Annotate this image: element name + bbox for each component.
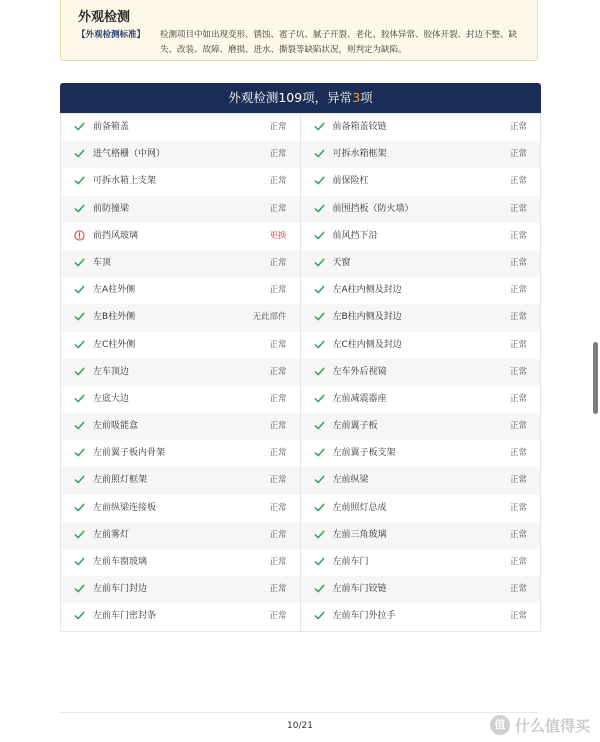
item-status: 正常	[509, 230, 527, 241]
abnormal-count: 3	[352, 90, 361, 105]
inspection-item	[61, 359, 301, 386]
inspection-item	[61, 168, 301, 195]
inspection-item	[61, 223, 301, 250]
page-number: 10/21	[287, 721, 313, 731]
check-icon	[314, 447, 325, 458]
item-name: 左前翼子板内骨架	[93, 448, 166, 459]
item-name: 可拆水箱上支架	[93, 176, 157, 187]
item-status: 正常	[269, 393, 287, 404]
item-name: 左前减震器座	[332, 393, 387, 404]
item-name: 左前翼子板	[332, 421, 378, 432]
check-icon	[74, 583, 85, 594]
item-status: 正常	[509, 122, 527, 132]
inspection-item-grid	[60, 113, 541, 632]
item-name: 左A柱外侧	[93, 285, 136, 296]
check-icon	[314, 610, 325, 621]
item-name: 左C柱内侧及封边	[332, 339, 402, 350]
inspection-item	[61, 576, 301, 603]
item-name: 左底大边	[93, 393, 130, 404]
scrollbar-thumb[interactable]	[593, 342, 598, 414]
item-name: 进气格栅（中网）	[93, 149, 166, 160]
check-icon	[74, 148, 85, 159]
item-name: 车顶	[93, 257, 112, 268]
inspection-item	[301, 549, 541, 576]
item-status: 正常	[269, 285, 287, 296]
check-icon	[74, 203, 85, 214]
inspection-item	[301, 332, 541, 359]
inspection-item	[301, 413, 541, 440]
check-icon	[314, 339, 325, 350]
inspection-item	[301, 522, 541, 549]
check-icon	[314, 284, 325, 295]
item-status: 正常	[269, 557, 287, 567]
standard-description: 检测项目中如出现变形、锈蚀、雹子坑、腻子开裂、老化、胶体异常、胶体开裂、封边不整、缺失、改装、故障、磨损、进水、撕裂等缺陷状况，则判定为缺陷。	[160, 30, 518, 55]
item-name: 左B柱外侧	[93, 312, 136, 323]
inspection-item	[61, 141, 301, 168]
item-name: 前备箱盖铰链	[332, 122, 387, 132]
check-icon	[314, 175, 325, 186]
inspection-item	[301, 467, 541, 494]
check-icon	[74, 339, 85, 350]
item-name: 左车外后视镜	[332, 366, 387, 377]
item-status: 正常	[509, 149, 527, 160]
item-name: 前防撞梁	[93, 203, 130, 214]
check-icon	[74, 311, 85, 322]
item-status: 正常	[269, 122, 287, 132]
standard-label: 【外观检测标准】	[77, 30, 146, 40]
item-status: 正常	[269, 502, 287, 513]
check-icon	[74, 121, 85, 132]
check-icon	[74, 556, 85, 567]
check-icon	[314, 121, 325, 132]
item-status: 正常	[509, 421, 527, 432]
check-icon	[74, 257, 85, 268]
check-icon	[314, 257, 325, 268]
item-name: 前保险杠	[332, 176, 369, 187]
check-icon	[74, 284, 85, 295]
inspection-summary-header	[60, 83, 541, 113]
watermark	[490, 712, 590, 738]
item-status: 正常	[269, 149, 287, 160]
inspection-item	[301, 168, 541, 195]
check-icon	[74, 175, 85, 186]
inspection-item	[301, 223, 541, 250]
item-status: 正常	[269, 257, 287, 268]
item-status: 正常	[509, 203, 527, 214]
item-name: 左前三角玻璃	[332, 529, 387, 540]
check-icon	[314, 420, 325, 431]
check-icon	[74, 447, 85, 458]
item-name: 左前车门外拉手	[332, 611, 396, 622]
item-name: 前挡风玻璃	[93, 230, 139, 241]
item-status: 正常	[509, 557, 527, 567]
item-name: 前风挡下沿	[332, 230, 378, 241]
check-icon	[74, 393, 85, 404]
inspection-standard-box	[60, 0, 538, 61]
item-status: 正常	[269, 584, 287, 595]
inspection-item	[61, 304, 301, 331]
item-name: 左前翼子板支架	[332, 448, 396, 459]
item-status: 正常	[509, 502, 527, 513]
item-status: 正常	[509, 312, 527, 323]
item-status: 正常	[269, 611, 287, 622]
inspection-item	[301, 277, 541, 304]
item-name: 左前吸能盒	[93, 421, 139, 432]
inspection-item	[61, 386, 301, 413]
item-name: 左前车门铰链	[332, 584, 387, 595]
item-status: 正常	[269, 421, 287, 432]
item-name: 左前纵梁	[332, 475, 369, 486]
check-icon	[74, 366, 85, 377]
check-icon	[314, 556, 325, 567]
item-status: 无此部件	[252, 312, 287, 323]
item-name: 左前车窗玻璃	[93, 557, 148, 567]
check-icon	[314, 474, 325, 485]
inspection-item	[61, 495, 301, 522]
check-icon	[314, 529, 325, 540]
footer-divider	[60, 712, 538, 713]
check-icon	[314, 311, 325, 322]
check-icon	[314, 148, 325, 159]
inspection-item	[301, 359, 541, 386]
summary-prefix: 外观检测109项，异常	[228, 90, 353, 105]
inspection-item	[61, 277, 301, 304]
item-name: 天窗	[332, 257, 351, 268]
item-name: 前备箱盖	[93, 122, 130, 132]
item-name: 左前车门	[332, 557, 369, 567]
item-status: 正常	[509, 475, 527, 486]
inspection-item	[61, 549, 301, 576]
item-status: 正常	[509, 448, 527, 459]
inspection-item	[61, 467, 301, 494]
inspection-item	[301, 304, 541, 331]
item-name: 左前车门密封条	[93, 611, 157, 622]
check-icon	[314, 393, 325, 404]
item-name: 左前照灯框架	[93, 475, 148, 486]
item-status: 正常	[269, 475, 287, 486]
inspection-item	[301, 114, 541, 141]
inspection-item	[301, 603, 541, 630]
item-status: 正常	[509, 285, 527, 296]
inspection-item	[301, 440, 541, 467]
item-status: 正常	[269, 339, 287, 350]
inspection-item	[61, 603, 301, 630]
item-status: 正常	[509, 176, 527, 187]
item-name: 左前雾灯	[93, 529, 130, 540]
item-status: 正常	[509, 366, 527, 377]
watermark-text: 什么值得买	[514, 716, 590, 735]
inspection-item	[61, 332, 301, 359]
item-status: 更换	[269, 230, 287, 241]
inspection-item	[61, 440, 301, 467]
item-name: 左C柱外侧	[93, 339, 136, 350]
item-name: 左车顶边	[93, 366, 130, 377]
check-icon	[74, 610, 85, 621]
item-status: 正常	[509, 529, 527, 540]
item-status: 正常	[509, 611, 527, 622]
inspection-item	[301, 386, 541, 413]
item-status: 正常	[269, 448, 287, 459]
inspection-item	[61, 250, 301, 277]
check-icon	[74, 474, 85, 485]
item-name: 左B柱内侧及封边	[332, 312, 402, 323]
item-name: 左A柱内侧及封边	[332, 285, 402, 296]
item-status: 正常	[509, 584, 527, 595]
item-status: 正常	[269, 203, 287, 214]
inspection-item	[301, 141, 541, 168]
inspection-item	[301, 196, 541, 223]
item-name: 可拆水箱框架	[332, 149, 387, 160]
inspection-item	[301, 495, 541, 522]
check-icon	[314, 230, 325, 241]
check-icon	[314, 366, 325, 377]
check-icon	[314, 203, 325, 214]
item-status: 正常	[269, 529, 287, 540]
item-name: 左前车门封边	[93, 584, 148, 595]
item-status: 正常	[509, 393, 527, 404]
item-name: 左前纵梁连接板	[93, 502, 157, 513]
warning-icon	[74, 230, 85, 241]
watermark-logo-icon: 值	[490, 715, 510, 735]
section-title: 外观检测	[78, 10, 131, 25]
item-name: 前围挡板（防火墙）	[332, 203, 414, 214]
check-icon	[74, 502, 85, 513]
item-status: 正常	[269, 176, 287, 187]
check-icon	[314, 502, 325, 513]
item-status: 正常	[509, 257, 527, 268]
inspection-item	[61, 196, 301, 223]
summary-suffix: 项	[360, 90, 373, 105]
inspection-item	[61, 413, 301, 440]
item-status: 正常	[269, 366, 287, 377]
inspection-item	[61, 522, 301, 549]
check-icon	[74, 420, 85, 431]
item-status: 正常	[509, 339, 527, 350]
check-icon	[314, 583, 325, 594]
inspection-item	[301, 250, 541, 277]
check-icon	[74, 529, 85, 540]
inspection-item	[61, 114, 301, 141]
inspection-item	[301, 576, 541, 603]
item-name: 左前照灯总成	[332, 502, 387, 513]
